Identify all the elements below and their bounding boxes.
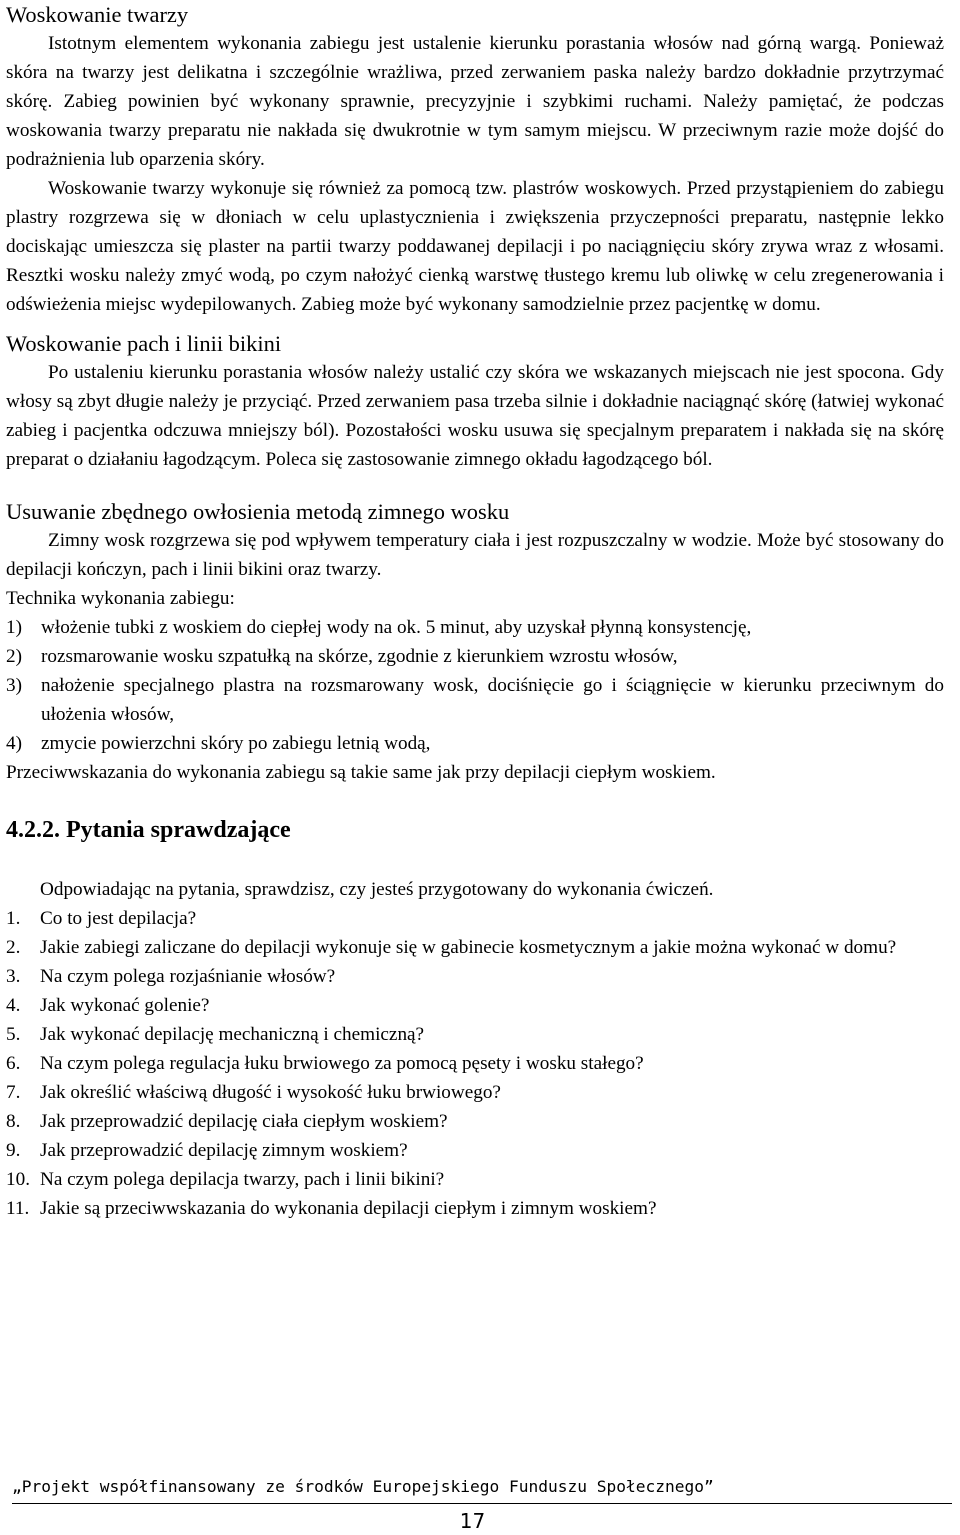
step-text: włożenie tubki z woskiem do ciepłej wody na ok. 5 minut, aby uzyskał płynną konsystencję, — [41, 617, 752, 638]
footer-divider — [12, 1503, 952, 1504]
step-text: zmycie powierzchni skóry po zabiegu letnią wodą, — [41, 733, 431, 754]
list-item — [6, 1136, 944, 1165]
question-text: Jakie są przeciwwskazania do wykonania depilacji ciepłym i zimnym woskiem? — [40, 1198, 657, 1219]
list-item — [6, 991, 944, 1020]
question-number: 11. — [6, 1198, 30, 1219]
step-text: rozsmarowanie wosku szpatułką na skórze, zgodnie z kierunkiem wzrostu włosów, — [41, 646, 678, 667]
question-text: Jak wykonać golenie? — [40, 995, 210, 1016]
question-text: Jak przeprowadzić depilację zimnym woskiem? — [40, 1140, 408, 1161]
step-number: 3) — [6, 675, 22, 696]
question-text: Jak wykonać depilację mechaniczną i chemiczną? — [40, 1024, 425, 1045]
question-list — [6, 904, 944, 1223]
list-item — [6, 904, 944, 933]
question-text: Na czym polega depilacja twarzy, pach i linii bikini? — [40, 1169, 445, 1190]
question-text: Jak przeprowadzić depilację ciała ciepłym woskiem? — [40, 1111, 448, 1132]
section-title: Woskowanie twarzy — [6, 2, 189, 27]
list-item — [6, 962, 944, 991]
question-number: 5. — [6, 1024, 21, 1045]
section-face-waxing — [6, 0, 944, 319]
question-number: 10. — [6, 1169, 30, 1190]
question-number: 3. — [6, 966, 21, 987]
question-number: 1. — [6, 908, 21, 929]
questions-intro: Odpowiadając na pytania, sprawdzisz, czy jesteś przygotowany do wykonania ćwiczeń. — [40, 879, 714, 900]
question-number: 6. — [6, 1053, 21, 1074]
section-armpit-bikini-waxing — [6, 329, 944, 474]
question-number: 2. — [6, 937, 21, 958]
question-number: 9. — [6, 1140, 21, 1161]
question-text: Co to jest depilacja? — [40, 908, 197, 929]
list-item — [6, 1194, 944, 1223]
step-number: 4) — [6, 733, 22, 754]
document-page — [6, 0, 944, 1223]
list-item — [6, 1020, 944, 1049]
technique-label: Technika wykonania zabiegu: — [6, 588, 235, 609]
paragraph: Zimny wosk rozgrzewa się pod wpływem temperatury ciała i jest rozpuszczalny w wodzie. Może być stosowany do depilacji kończyn, pach i linii bikini oraz twarzy. — [6, 530, 944, 580]
step-number: 2) — [6, 646, 22, 667]
question-number: 8. — [6, 1111, 21, 1132]
question-text: Jakie zabiegi zaliczane do depilacji wykonuje się w gabinecie kosmetycznym a jakie można wykonać w domu? — [40, 937, 897, 958]
section-cold-wax — [6, 497, 944, 787]
paragraph: Istotnym elementem wykonania zabiegu jest ustalenie kierunku porastania włosów nad górną wargą. Ponieważ skóra na twarzy jest delikatna i szczególnie wrażliwa, przed zerwaniem paska należy bardzo dokładnie przytrzymać skórę. Zabieg powinien być wykonany sprawnie, precyzyjnie i szybkimi ruchami. Należy pamiętać, że podczas woskowania twarzy preparatu nie nakłada się dwukrotnie w tym samym miejscu. W przeciwnym razie może dojść do podrażnienia lub oparzenia skóry. — [6, 33, 944, 170]
paragraph: Po ustaleniu kierunku porastania włosów należy ustalić czy skóra we wskazanych miejscach nie jest spocona. Gdy włosy są zbyt długie należy je przyciąć. Przed zerwaniem pasa trzeba silnie i dokładnie naciągnąć skórę (łatwiej wykonać zabieg i pacjentka odczuwa mniejszy ból). Pozostałości wosku usuwa się specjalnym preparatem i nakłada się na skórę preparat o działaniu łagodzącym. Poleca się zastosowanie zimnego okładu łagodzącego ból. — [6, 362, 944, 470]
question-number: 7. — [6, 1082, 21, 1103]
technique-steps — [6, 613, 944, 758]
list-item — [6, 613, 944, 642]
question-text: Na czym polega regulacja łuku brwiowego za pomocą pęsety i wosku stałego? — [40, 1053, 644, 1074]
paragraph: Woskowanie twarzy wykonuje się również za pomocą tzw. plastrów woskowych. Przed przystąpieniem do zabiegu plastry rozgrzewa się w dłoniach w celu uplastycznienia i zwiększenia przyczepności preparatu, następnie lekko dociskając umieszcza się plaster na partii twarzy poddawanej depilacji i po naciągnięciu skóry zrywa wraz z włosami. Resztki wosku należy zmyć wodą, po czym nałożyć cienką warstwę tłustego kremu lub oliwkę w celu zregenerowania i odświeżenia miejsc wydepilowanych. Zabieg może być wykonany samodzielnie przez pacjentkę w domu. — [6, 178, 944, 315]
contraindications-note: Przeciwwskazania do wykonania zabiegu są takie same jak przy depilacji ciepłym woskiem. — [6, 762, 716, 783]
page-number: 17 — [459, 1509, 486, 1533]
list-item — [6, 729, 944, 758]
list-item — [6, 642, 944, 671]
list-item — [6, 671, 944, 729]
question-text: Jak określić właściwą długość i wysokość łuku brwiowego? — [40, 1082, 501, 1103]
funding-note: „Projekt współfinansowany ze środków Europejskiego Funduszu Społecznego” — [12, 1477, 714, 1496]
question-text: Na czym polega rozjaśnianie włosów? — [40, 966, 336, 987]
section-title: Usuwanie zbędnego owłosienia metodą zimnego wosku — [6, 499, 510, 524]
step-text: nałożenie specjalnego plastra na rozsmarowany wosk, dociśnięcie go i ściągnięcie w kierunku przeciwnym do ułożenia włosów, — [41, 675, 944, 725]
list-item — [6, 1049, 944, 1078]
list-item — [6, 933, 944, 962]
list-item — [6, 1165, 944, 1194]
section-review-questions — [6, 815, 944, 1223]
question-number: 4. — [6, 995, 21, 1016]
subsection-title: 4.2.2. Pytania sprawdzające — [6, 817, 291, 843]
section-title: Woskowanie pach i linii bikini — [6, 331, 282, 356]
list-item — [6, 1078, 944, 1107]
step-number: 1) — [6, 617, 22, 638]
list-item — [6, 1107, 944, 1136]
